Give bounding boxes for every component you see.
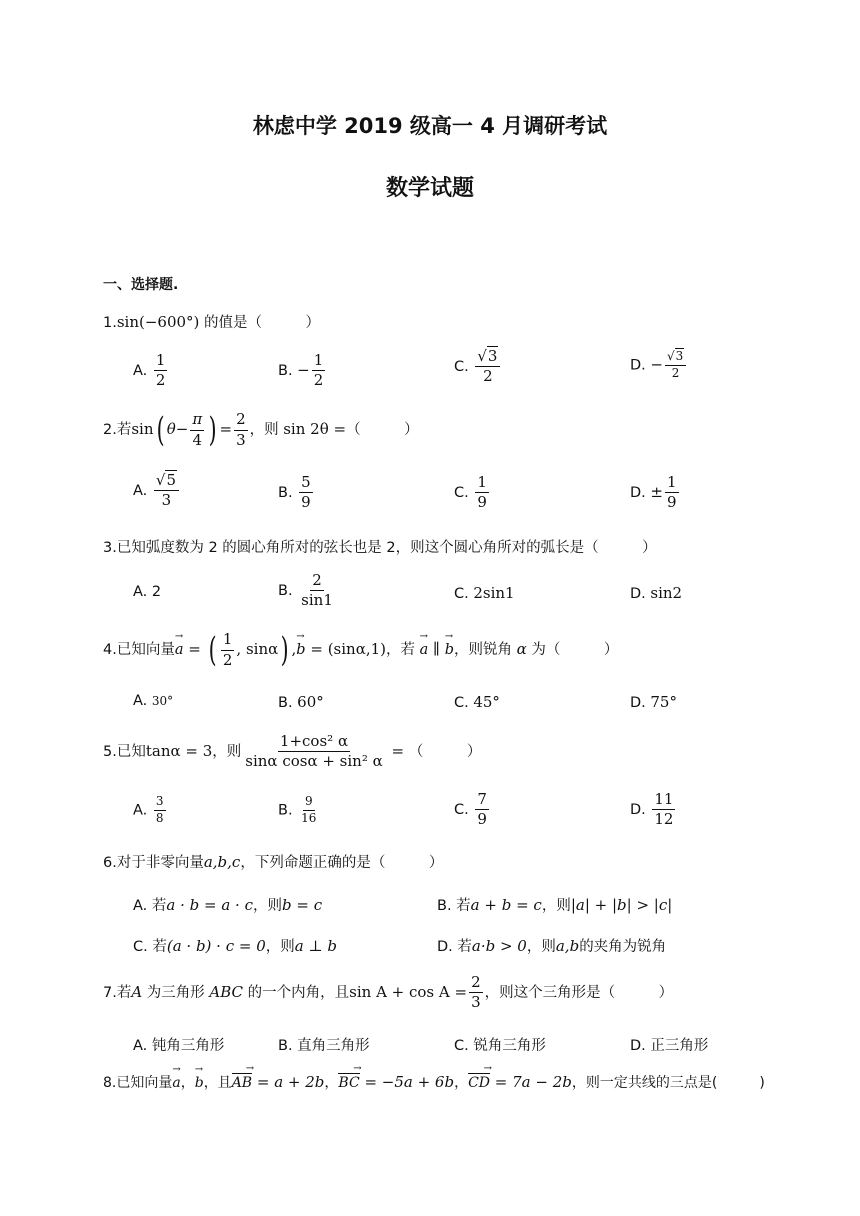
q4-option-c[interactable]: C. 45° <box>454 693 500 711</box>
q3-option-a[interactable]: A. 2 <box>133 584 162 600</box>
q3-option-d[interactable]: D. sin2 <box>630 584 683 602</box>
question-3: 3.已知弧度数为 2 的圆心角所对的弦长也是 2，则这个圆心角所对的弧长是（ ） <box>103 540 657 556</box>
q1-option-b[interactable]: B. − $\frac{1}{2}$ <box>278 351 324 390</box>
q2-option-a[interactable]: A. $\frac{√5}{3}$ <box>133 472 181 510</box>
q6-option-a[interactable]: A. 若a · b = a · c，则b = c <box>133 896 323 914</box>
question-6: 6.对于非零向量a,b,c，下列命题正确的是（ ） <box>103 853 444 871</box>
q2-option-c[interactable]: C. $\frac{1}{9}$ <box>454 473 487 512</box>
q4-option-d[interactable]: D. 75° <box>630 693 677 711</box>
q7-option-a[interactable]: A. 钝角三角形 <box>133 1038 225 1054</box>
q1-option-d[interactable]: D. − $\frac{√3}{2}$ <box>630 350 688 381</box>
q4-option-b[interactable]: B. 60° <box>278 693 324 711</box>
question-2: 2.若sin( θ− $\frac{\pi}{4}$ ) = $\frac{2}{3}$ ，则 sin 2θ =（ ） <box>103 410 419 450</box>
question-4: 4.已知向量→ a = ( $\frac{1}{2}$ , sinα) ,→ b = (sinα,1)，若 → a ∥ → b，则锐角 α 为（ ） <box>103 630 618 670</box>
q6-option-d[interactable]: D. 若a·b > 0，则a,b的夹角为锐角 <box>437 937 667 955</box>
q4-option-a[interactable]: A. 30° <box>133 693 174 709</box>
q7-option-b[interactable]: B. 直角三角形 <box>278 1038 370 1054</box>
exam-title: 林虑中学 2019 级高一 4 月调研考试 <box>252 114 608 138</box>
q5-option-a[interactable]: A. $\frac{3}{8}$ <box>133 794 164 825</box>
q1-option-c[interactable]: C. $\frac{√3}{2}$ <box>454 348 502 386</box>
q2-option-d[interactable]: D. ± $\frac{1}{9}$ <box>630 473 677 512</box>
question-1: 1.sin(−600°) 的值是（ ） <box>103 313 321 331</box>
q1-option-a[interactable]: A. $\frac{1}{2}$ <box>133 351 166 390</box>
q3-option-c[interactable]: C. 2sin1 <box>454 584 515 602</box>
question-7: 7.若A 为三角形 ABC 的一个内角，且sin A + cos A = $\frac{2}{3}$ ，则这个三角形是（ ） <box>103 973 674 1012</box>
question-5: 5.已知tanα = 3，则 $\frac{\text{1+cos² α}}{\text{sinα cosα + sin² α}}$ = （ ） <box>103 732 482 771</box>
q5-option-b[interactable]: B. $\frac{9}{16}$ <box>278 794 317 825</box>
q6-option-b[interactable]: B. 若a + b = c，则|a| + |b| > |c| <box>437 896 673 914</box>
q7-option-c[interactable]: C. 锐角三角形 <box>454 1038 546 1054</box>
exam-subtitle: 数学试题 <box>385 176 474 201</box>
q6-option-c[interactable]: C. 若(a · b) · c = 0，则a ⊥ b <box>133 937 337 955</box>
q7-option-d[interactable]: D. 正三角形 <box>630 1038 709 1054</box>
q2-option-b[interactable]: B. $\frac{5}{9}$ <box>278 473 311 512</box>
q3-option-b[interactable]: B. $\frac{2}{\sin 1}$ <box>278 571 333 610</box>
q5-option-d[interactable]: D. $\frac{11}{12}$ <box>630 790 674 829</box>
section-heading: 一、选择题. <box>103 277 179 293</box>
question-8: 8.已知向量→ a，→ b，且AB → = a + 2b，BC → = −5a + 6b，CD → = 7a − 2b，则一定共线的三点是( ) <box>103 1072 765 1092</box>
q5-option-c[interactable]: C. $\frac{7}{9}$ <box>454 790 487 829</box>
